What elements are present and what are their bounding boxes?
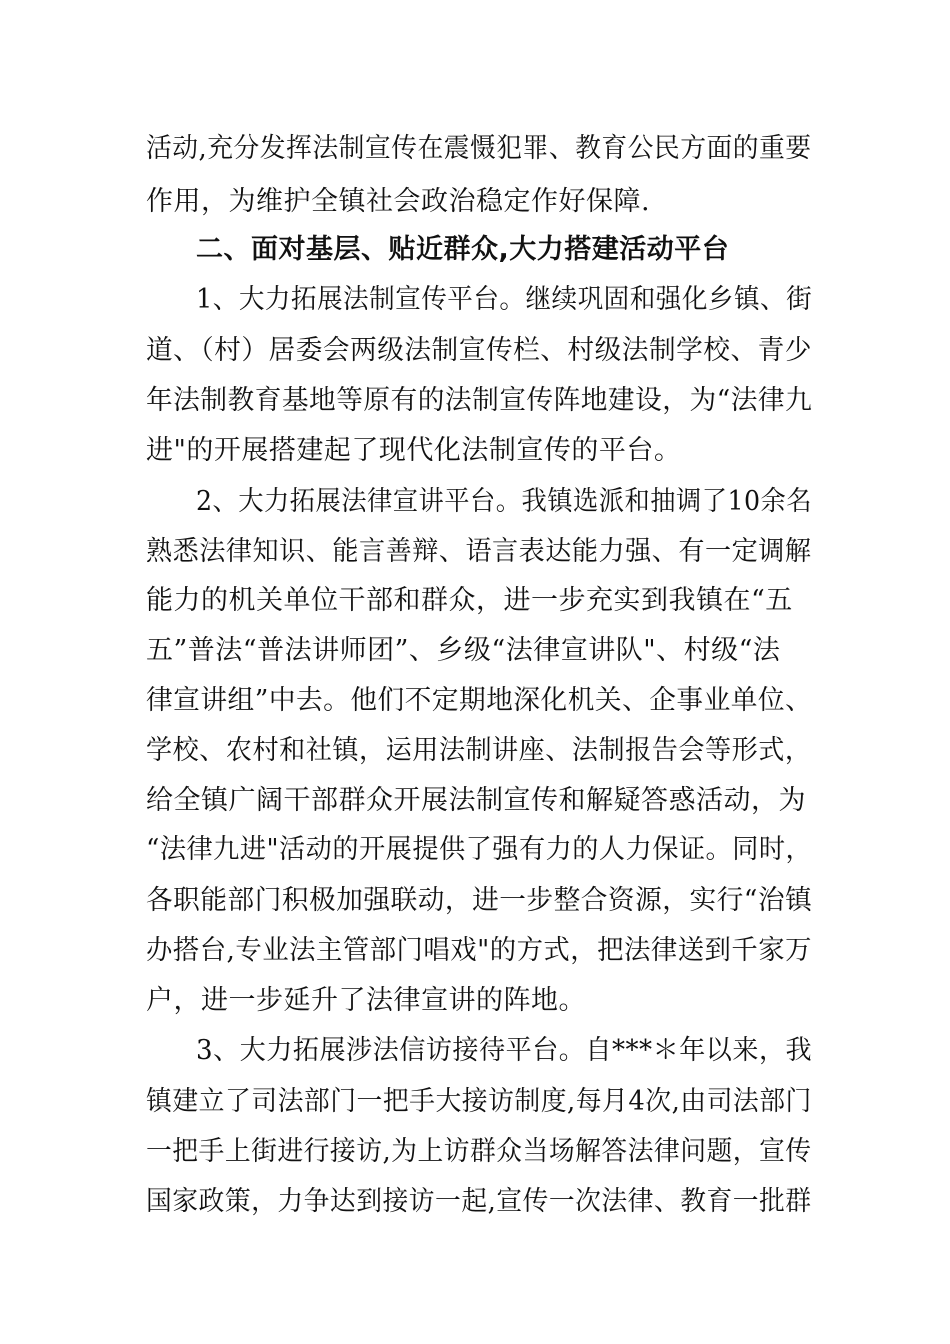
text-line: 学校、农村和社镇，运用法制讲座、法制报告会等形式， xyxy=(146,735,812,766)
paragraph-first-line: 1、大力拓展法制宣传平台。继续巩固和强化乡镇、街 xyxy=(196,284,813,315)
text-line: 作用，为维护全镇社会政治稳定作好保障. xyxy=(146,186,651,217)
text-line: 道、（村）居委会两级法制宣传栏、村级法制学校、青少 xyxy=(146,335,812,366)
text-line: 办搭台,专业法主管部门唱戏"的方式，把法律送到千家万 xyxy=(146,935,812,966)
text-line: 镇建立了司法部门一把手大接访制度,每月4次,由司法部门 xyxy=(146,1086,812,1117)
text-line: 熟悉法律知识、能言善辩、语言表达能力强、有一定调解 xyxy=(146,536,812,567)
text-line: 律宣讲组”中去。他们不定期地深化机关、企事业单位、 xyxy=(146,685,813,716)
text-line: 五”普法“普法讲师团”、乡级“法律宣讲队"、村级“法 xyxy=(146,635,781,666)
text-line: 户，进一步延升了法律宣讲的阵地。 xyxy=(146,985,586,1016)
section-heading: 二、面对基层、贴近群众,大力搭建活动平台 xyxy=(196,234,730,265)
text-line: 年法制教育基地等原有的法制宣传阵地建设，为“法律九 xyxy=(146,385,813,416)
text-line: 活动,充分发挥法制宣传在震慑犯罪、教育公民方面的重要 xyxy=(146,133,812,164)
text-line: 进"的开展搭建起了现代化法制宣传的平台。 xyxy=(146,435,682,466)
text-line: 一把手上街进行接访,为上访群众当场解答法律问题，宣传 xyxy=(146,1136,812,1167)
text-line: 国家政策，力争达到接访一起,宣传一次法律、教育一批群 xyxy=(146,1186,812,1217)
text-line: 各职能部门积极加强联动，进一步整合资源，实行“治镇 xyxy=(146,885,813,916)
text-line: “法律九进"活动的开展提供了强有力的人力保证。同时， xyxy=(146,834,813,865)
text-line: 给全镇广阔干部群众开展法制宣传和解疑答惑活动，为 xyxy=(146,785,806,816)
text-line: 能力的机关单位干部和群众，进一步充实到我镇在“五 xyxy=(146,585,793,616)
paragraph-first-line: 3、大力拓展涉法信访接待平台。自***＊年以来，我 xyxy=(196,1035,813,1066)
paragraph-first-line: 2、大力拓展法律宣讲平台。我镇选派和抽调了10余名 xyxy=(196,486,813,517)
